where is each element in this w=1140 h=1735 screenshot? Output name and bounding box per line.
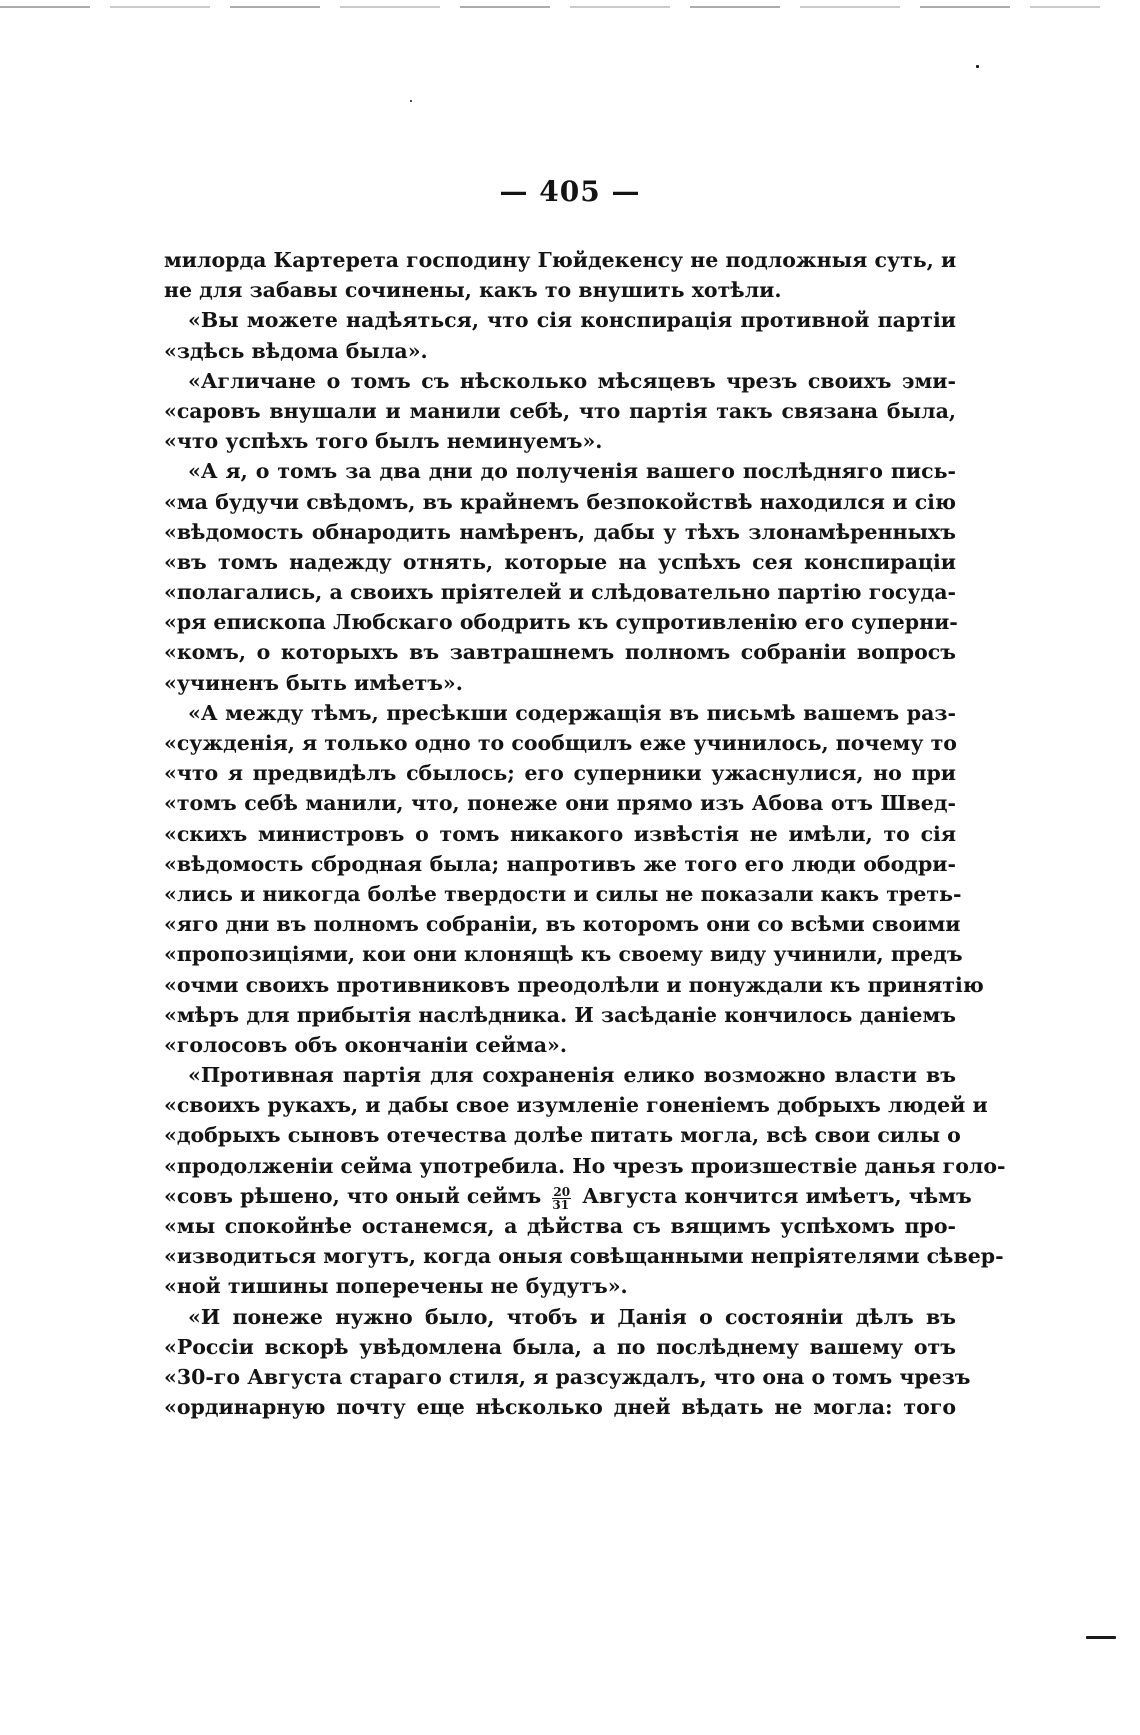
page-number: — 405 —: [499, 175, 641, 208]
fraction-denominator: 31: [552, 1197, 570, 1212]
text-line: «учиненъ быть имѣетъ».: [164, 670, 463, 695]
text-line: «томъ себѣ манили, что, понеже они прямо изъ Абова отъ Швед-: [164, 791, 956, 816]
scan-speck: [410, 100, 412, 102]
text-line: «комъ, о которыхъ въ завтрашнемъ полномъ собраніи вопросъ: [164, 640, 956, 665]
text-line: «сужденія, я только одно то сообщилъ еже учинилось, почему то: [164, 731, 957, 755]
text-line: «скихъ министровъ о томъ никакого извѣстія не имѣли, то сія: [164, 821, 956, 846]
text-line: «вѣдомость обнародить намѣренъ, дабы у тѣхъ злонамѣренныхъ: [164, 519, 956, 544]
text-line: «добрыхъ сыновъ отечества долѣе питать могла, всѣ свои силы о: [164, 1123, 961, 1148]
text-line: «своихъ рукахъ, и дабы свое изумленіе гоненіемъ добрыхъ людей и: [164, 1093, 988, 1118]
text-line: [164, 1181, 972, 1212]
text-line: «мѣръ для прибытія наслѣдника. И засѣданіе кончилось даніемъ: [164, 1002, 956, 1027]
text-line: «А я, о томъ за два дни до полученія вашего послѣдняго пись-: [188, 459, 956, 484]
text-line: «ординарную почту еще нѣсколько дней вѣдать не могла: того: [164, 1395, 956, 1420]
text-line: не для забавы сочинены, какъ то внушить хотѣли.: [164, 278, 782, 303]
text-line: «30-го Августа стараго стиля, я разсуждалъ, что она о томъ чрезъ: [164, 1364, 971, 1389]
text-line: «ма будучи свѣдомъ, въ крайнемъ безпокойствѣ находился и сію: [164, 489, 956, 514]
text-line: «саровъ внушали и манили себѣ, что партія такъ связана была,: [164, 398, 956, 423]
text-line: «ря епископа Любскаго ободрить къ супротивленію его суперни-: [164, 610, 958, 635]
text-line: «Противная партія для сохраненія елико возможно власти въ: [188, 1063, 956, 1088]
text-line: «въ томъ надежду отнять, которые на успѣхъ сея конспираціи: [164, 549, 956, 574]
text-line: «Агличане о томъ съ нѣсколько мѣсяцевъ чрезъ своихъ эми-: [188, 368, 956, 393]
text-line: «яго дни въ полномъ собраніи, въ которомъ они со всѣми своими: [164, 912, 961, 937]
text-line: «ной тишины поперечены не будутъ».: [164, 1274, 628, 1299]
text-segment: Августа кончится имѣетъ, чѣмъ: [582, 1183, 972, 1208]
text-line: «продолженіи сейма употребила. Но чрезъ произшествіе данья голо-: [164, 1153, 1006, 1178]
text-line: «что я предвидѣлъ сбылось; его суперники ужаснулися, но при: [164, 761, 956, 786]
text-line: милорда Картерета господину Гюйдекенсу не подложныя суть, и: [164, 248, 957, 272]
scan-edge-rule: [0, 6, 1100, 8]
text-line: «И понеже нужно было, чтобъ и Данія о состояніи дѣлъ въ: [188, 1304, 956, 1329]
text-line: «вѣдомость сбродная была; напротивъ же того его люди ободри-: [164, 851, 956, 876]
text-line: «что успѣхъ того былъ неминуемъ».: [164, 429, 603, 454]
text-line: «здѣсь вѣдома была».: [164, 338, 428, 363]
text-line: «А между тѣмъ, пресѣкши содержащія въ письмѣ вашемъ раз-: [188, 700, 956, 725]
text-segment: «совъ рѣшено, что оный сеймъ: [164, 1183, 542, 1208]
text-line: «голосовъ объ окончаніи сейма».: [164, 1032, 567, 1057]
text-line: «Вы можете надѣяться, что сія конспирація противной партіи: [188, 308, 956, 333]
text-line: «пропозиціями, кои они клонящѣ къ своему виду учинили, предъ: [164, 942, 963, 967]
text-line: «изводиться могутъ, когда оныя совѣщанными непріятелями сѣвер-: [164, 1244, 1004, 1269]
date-fraction: [552, 1186, 571, 1211]
text-line: «лись и никогда болѣе твердости и силы не показали какъ треть-: [164, 881, 962, 906]
text-line: «полагались, а своихъ пріятелей и слѣдовательно партію госуда-: [164, 580, 956, 605]
text-line: «Россіи вскорѣ увѣдомлена была, а по послѣднему вашему отъ: [164, 1334, 956, 1359]
body-text: [164, 245, 1006, 1422]
scan-margin-mark: [1086, 1636, 1116, 1639]
fraction-numerator: 20: [553, 1184, 571, 1199]
scan-speck: [976, 65, 979, 68]
text-line: «мы спокойнѣе останемся, а дѣйства съ вящимъ успѣхомъ про-: [164, 1214, 956, 1238]
text-line: «очми своихъ противниковъ преодолѣли и понуждали къ принятію: [164, 972, 984, 997]
